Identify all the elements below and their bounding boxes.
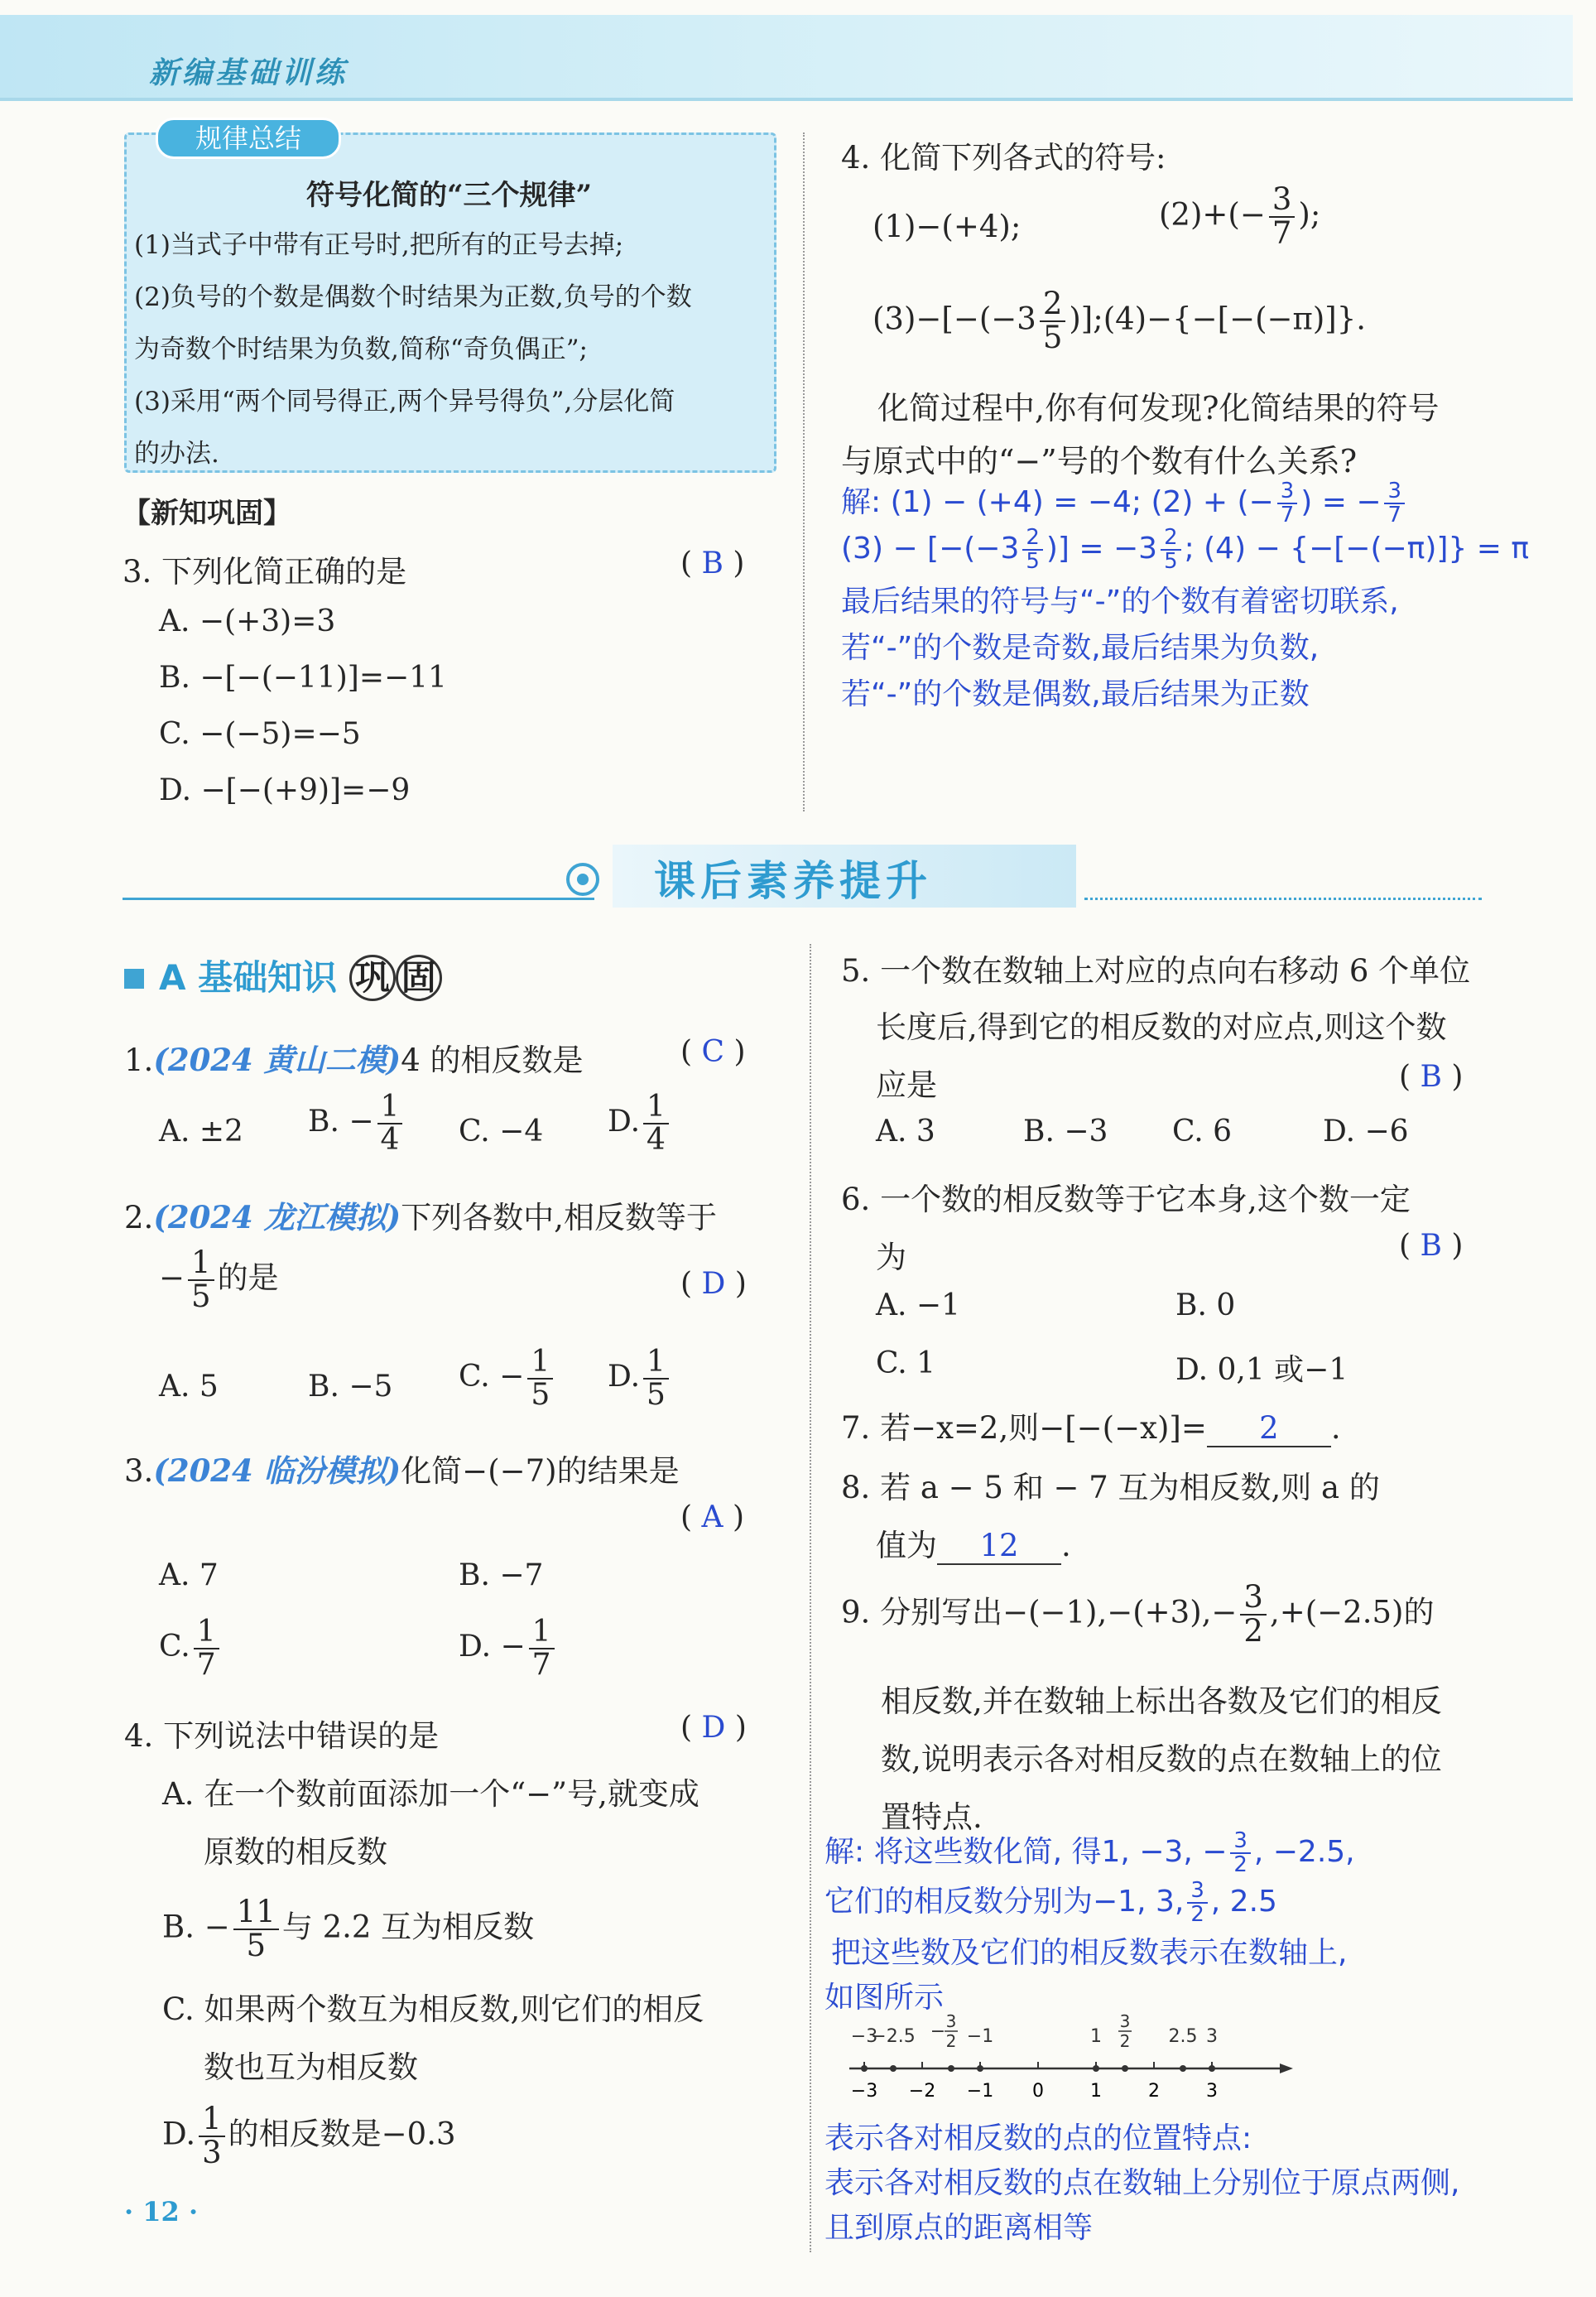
number-line-arrow xyxy=(1280,2063,1293,2073)
number-line-tick-label: −2 xyxy=(908,2081,936,2102)
q7-end: . xyxy=(1330,1410,1341,1446)
section-banner-title: 课后素养提升 xyxy=(654,857,932,905)
q5-option-b: B. −3 xyxy=(1023,1115,1108,1148)
q9-l1b: ,+(−2.5)的 xyxy=(1269,1594,1435,1630)
number-line-tick-label: 2 xyxy=(1148,2081,1160,2102)
a-q3-answer: A xyxy=(701,1500,723,1534)
s9-1a: 解: 将这些数化简, 得1, −3, − xyxy=(824,1835,1228,1869)
sol2-num2: 2 xyxy=(1161,527,1180,551)
sol1-num: 3 xyxy=(1277,480,1297,504)
q6-option-c: C. 1 xyxy=(876,1346,936,1380)
number-line-point xyxy=(948,2065,954,2072)
a-q2-answer-bracket: ( D ) xyxy=(680,1267,747,1301)
rule-line-2: (2)负号的个数是偶数个时结果为正数,负号的个数 xyxy=(134,282,692,312)
a-q1-optb-den: 4 xyxy=(380,1122,400,1157)
a-q2-optc-frac xyxy=(527,1346,553,1411)
number-line-point xyxy=(1209,2065,1215,2072)
a-q4-optb-den: 5 xyxy=(246,1927,267,1963)
q4-right-part2 xyxy=(1159,181,1321,251)
part-a-icon xyxy=(124,969,144,989)
a-q1-num: 1. xyxy=(124,1043,154,1078)
q6-line-2: 为 xyxy=(876,1240,906,1275)
a-q4-answer: D xyxy=(701,1711,726,1745)
a-q2-num: 2. xyxy=(124,1200,154,1235)
q9-l1a: 9. 分别写出−(−1),−(+3),− xyxy=(841,1594,1238,1630)
a-q2-num-d: 5 xyxy=(191,1278,211,1314)
sol1-den: 7 xyxy=(1280,503,1295,527)
q5-answer-bracket: ( B ) xyxy=(1399,1060,1464,1094)
rule-box-tag xyxy=(156,118,341,159)
number-line-point-label: 1 xyxy=(1090,2026,1102,2047)
a-q3-optd-num: 1 xyxy=(529,1616,555,1649)
number-line-frac-sign: − xyxy=(930,2021,946,2042)
a-q4-option-b xyxy=(162,1896,534,1962)
a-q2-option-d xyxy=(608,1346,672,1411)
sol2-b: )] = −3 xyxy=(1046,532,1158,566)
a-q1-stem xyxy=(124,1035,584,1080)
a-q3-option-c xyxy=(159,1616,223,1681)
a-q4-optd-suffix: 的相反数是−0.3 xyxy=(228,2116,456,2152)
q9-solution-3: 把这些数及它们的相反数表示在数轴上, xyxy=(831,1936,1348,1970)
q4-solution-line-3: 最后结果的符号与“-”的个数有着密切联系, xyxy=(841,585,1399,619)
a-q2-minus: − xyxy=(159,1259,185,1296)
q4-right-part1: (1)−(+4); xyxy=(873,209,1022,244)
q4-p3-prefix: (3)−[−(−3 xyxy=(873,301,1036,337)
q4-right-part3 xyxy=(873,288,1366,354)
a-q4-option-a-line1: A. 在一个数前面添加一个“−”号,就变成 xyxy=(162,1776,699,1812)
a-q2-source: (2024 龙江模拟) xyxy=(153,1199,401,1235)
a-q2-num-n: 1 xyxy=(188,1247,214,1281)
a-q3-answer-bracket: ( A ) xyxy=(680,1500,744,1534)
a-q2-optc-num: 1 xyxy=(527,1346,553,1380)
number-line-point xyxy=(1093,2065,1099,2072)
sol1-frac2 xyxy=(1384,480,1404,527)
a-q1-optd-frac xyxy=(643,1091,669,1156)
a-q2-option-c xyxy=(459,1346,556,1411)
sol2-den2: 5 xyxy=(1164,549,1178,575)
rule-line-1: (1)当式子中带有正号时,把所有的正号去掉; xyxy=(134,230,624,260)
q9-num: 3 xyxy=(1240,1582,1267,1616)
sol1-num2: 3 xyxy=(1384,480,1404,504)
s9-1d: 2 xyxy=(1233,1852,1247,1877)
a-q1-option-c: C. −4 xyxy=(459,1115,544,1148)
q9-line-4: 置特点. xyxy=(881,1799,983,1835)
number-line-tick-label: 0 xyxy=(1032,2081,1044,2102)
number-line-tick-label: −3 xyxy=(850,2081,878,2102)
a-q3-optc-den: 7 xyxy=(196,1647,216,1682)
q9-line-3: 数,说明表示各对相反数的点在数轴上的位 xyxy=(881,1741,1442,1777)
q9-frac xyxy=(1240,1579,1267,1649)
a-q2-optc-den: 5 xyxy=(531,1377,550,1412)
consolidate-q3-option-c: C. −(−5)=−5 xyxy=(159,717,361,751)
q5-line-3: 应是 xyxy=(876,1067,937,1103)
q4-p2-num: 3 xyxy=(1269,184,1296,218)
q9-solution-2 xyxy=(824,1878,1277,1926)
consolidate-q3-stem: 3. 下列化简正确的是 xyxy=(123,554,407,590)
number-line-point xyxy=(977,2065,983,2072)
q5-option-a: A. 3 xyxy=(876,1115,935,1148)
a-q3-optd-text: D. − xyxy=(459,1629,526,1664)
q4-right-stem: 4. 化简下列各式的符号: xyxy=(841,140,1166,176)
a-q3-option-b: B. −7 xyxy=(459,1558,544,1592)
part-a-title-circle-1: 巩 xyxy=(349,955,396,1001)
part-a-title-main: A 基础知识 xyxy=(159,957,338,998)
q9-den: 2 xyxy=(1243,1612,1263,1649)
a-q4-optb-suffix: 与 2.2 互为相反数 xyxy=(281,1909,535,1945)
a-q4-optb-num: 11 xyxy=(233,1896,279,1930)
q4-p3-suffix: )];(4)−{−[−(−π)]}. xyxy=(1069,301,1367,337)
a-q3-text: 化简−(−7)的结果是 xyxy=(401,1453,680,1489)
number-line-tick-label: −1 xyxy=(966,2081,994,2102)
part-a-title xyxy=(159,951,442,1001)
number-line-point-label: −2.5 xyxy=(871,2026,916,2047)
q8-line-1: 8. 若 a − 5 和 − 7 互为相反数,则 a 的 xyxy=(841,1470,1380,1505)
consolidate-q3-option-d: D. −[−(+9)]=−9 xyxy=(159,773,411,807)
q5-answer: B xyxy=(1420,1060,1442,1094)
q4-p3-den: 5 xyxy=(1042,319,1063,355)
a-q4-optd-frac xyxy=(199,2103,225,2169)
a-q4-answer-bracket: ( D ) xyxy=(680,1711,747,1745)
number-line-frac-num: 3 xyxy=(1119,2012,1131,2031)
a-q4-option-c-line1: C. 如果两个数互为相反数,则它们的相反 xyxy=(162,1991,704,2027)
a-q4-option-d xyxy=(162,2103,456,2169)
a-q2-optc-text: C. − xyxy=(459,1359,525,1394)
a-q3-optd-frac xyxy=(529,1616,555,1681)
a-q2-text: 下列各数中,相反数等于 xyxy=(401,1200,717,1235)
a-q3-option-a: A. 7 xyxy=(159,1558,219,1592)
page-number: · 12 · xyxy=(124,2196,199,2227)
a-q1-option-d xyxy=(608,1091,672,1156)
s9-1n: 3 xyxy=(1230,1830,1250,1854)
a-q2-optd-frac xyxy=(643,1346,669,1411)
a-q1-optb-frac xyxy=(377,1091,403,1156)
q7-answer-blank: 2 xyxy=(1207,1410,1331,1447)
rule-box-tag-text: 规律总结 xyxy=(195,123,301,154)
q9-solution-4: 如图所示 xyxy=(824,1981,945,2015)
a-q2-suffix: 的是 xyxy=(217,1259,279,1296)
q8-stem: 值为 xyxy=(876,1528,937,1563)
a-q1-text: 4 的相反数是 xyxy=(401,1043,584,1078)
a-q3-option-d xyxy=(459,1616,558,1681)
a-q2-frac xyxy=(188,1247,214,1313)
q6-answer: B xyxy=(1420,1229,1442,1263)
s9-2n: 3 xyxy=(1187,1880,1207,1904)
q9-line-2: 相反数,并在数轴上标出各数及它们的相反 xyxy=(881,1683,1442,1719)
part-a-title-circle-2: 固 xyxy=(396,955,442,1001)
sol2-c: ; (4) − {−[−(−π)]} = π xyxy=(1184,532,1530,566)
number-line-point-label: 2.5 xyxy=(1168,2026,1198,2047)
sol1-b: ) = − xyxy=(1300,485,1382,519)
a-q2-stem-2 xyxy=(159,1247,279,1313)
rule-line-3: 为奇数个时结果为负数,简称“奇负偶正”; xyxy=(134,335,588,364)
a-q1-optd-den: 4 xyxy=(647,1122,666,1157)
a-q4-optb-frac xyxy=(233,1896,279,1962)
section-banner-rule-right xyxy=(1084,898,1482,900)
column-divider-lower xyxy=(810,944,811,2252)
consolidate-q3-option-b: B. −[−(−11)]=−11 xyxy=(159,661,447,695)
q4-p2-suffix: ); xyxy=(1298,196,1321,233)
sol2-frac xyxy=(1022,527,1042,573)
number-line-point-label: 3 xyxy=(1206,2026,1218,2047)
number-line-tick-label: 1 xyxy=(1090,2081,1102,2102)
sol2-den: 5 xyxy=(1026,549,1040,575)
q9-solution-6: 表示各对相反数的点在数轴上分别位于原点两侧, xyxy=(824,2166,1460,2200)
q4-p2-prefix: (2)+(− xyxy=(1159,196,1266,233)
q4-p3-num: 2 xyxy=(1040,288,1066,322)
a-q4-optb-prefix: B. − xyxy=(162,1909,230,1945)
a-q3-optc-frac xyxy=(194,1616,219,1681)
q5-line-1: 5. 一个数在数轴上对应的点向右移动 6 个单位 xyxy=(841,953,1471,989)
q6-answer-bracket: ( B ) xyxy=(1399,1229,1464,1263)
q9-solution-1 xyxy=(824,1828,1355,1876)
rule-line-4: (3)采用“两个同号得正,两个异号得负”,分层化简 xyxy=(134,387,675,417)
number-line-frac-den: 2 xyxy=(1119,2031,1131,2051)
a-q2-option-a: A. 5 xyxy=(159,1370,219,1404)
number-line-point xyxy=(1180,2065,1186,2072)
q6-option-b: B. 0 xyxy=(1175,1288,1236,1322)
number-line-frac-den: 2 xyxy=(945,2031,957,2051)
s9-frac2 xyxy=(1187,1877,1207,1927)
q4-p2-den: 7 xyxy=(1272,214,1292,251)
sol2-frac2 xyxy=(1161,527,1180,573)
s9-2b: , 2.5 xyxy=(1210,1885,1277,1919)
a-q3-source: (2024 临汾模拟) xyxy=(153,1452,401,1489)
sol2-a: (3) − [−(−3 xyxy=(841,532,1020,566)
q4-solution-line-2 xyxy=(841,527,1529,573)
a-q3-optc-num: 1 xyxy=(194,1616,219,1649)
a-q2-optd-num: 1 xyxy=(643,1346,669,1380)
a-q1-answer: C xyxy=(701,1035,725,1069)
q9-line-1 xyxy=(841,1579,1435,1649)
q7 xyxy=(841,1403,1341,1447)
sol1-frac xyxy=(1277,480,1297,527)
consolidate-q3-answer: B xyxy=(701,547,723,580)
a-q3-optc-text: C. xyxy=(159,1629,190,1664)
q5-option-c: C. 6 xyxy=(1172,1115,1233,1148)
s9-2a: 它们的相反数分别为−1, 3, xyxy=(824,1885,1185,1919)
q8-line-2 xyxy=(876,1520,1071,1565)
a-q1-optd-num: 1 xyxy=(643,1091,669,1124)
q8-answer-blank: 12 xyxy=(937,1528,1061,1565)
consolidate-q3-option-a: A. −(+3)=3 xyxy=(159,604,336,638)
a-q4-option-a-line2: 原数的相反数 xyxy=(204,1834,387,1870)
number-line-point xyxy=(890,2065,897,2072)
a-q3-optd-den: 7 xyxy=(531,1647,551,1682)
number-line-point xyxy=(861,2065,868,2072)
sol1-a: 解: (1) − (+4) = −4; (2) + (− xyxy=(841,485,1274,519)
q4-solution-line-4: 若“-”的个数是奇数,最后结果为负数, xyxy=(841,631,1320,665)
a-q1-optd-text: D. xyxy=(608,1104,641,1139)
number-line-point-label: −1 xyxy=(966,2026,994,2047)
a-q3-num: 3. xyxy=(124,1453,154,1489)
s9-1b: , −2.5, xyxy=(1253,1835,1355,1869)
a-q4-optd-prefix: D. xyxy=(162,2116,196,2152)
number-line-figure xyxy=(833,2012,1329,2128)
q4-right-ask-2: 与原式中的“−”号的个数有什么关系? xyxy=(841,443,1358,479)
a-q2-optd-den: 5 xyxy=(647,1377,666,1412)
s9-frac1 xyxy=(1230,1827,1250,1877)
q6-option-d: D. 0,1 或−1 xyxy=(1175,1353,1348,1387)
a-q2-answer: D xyxy=(701,1267,726,1301)
header-title: 新编基础训练 xyxy=(149,56,349,90)
q8-end: . xyxy=(1061,1528,1071,1563)
a-q1-source: (2024 黄山二模) xyxy=(153,1042,401,1078)
a-q1-optb-num: 1 xyxy=(377,1091,403,1124)
consolidate-q3-answer-bracket: ( B ) xyxy=(680,547,745,580)
rule-box-title: 符号化简的“三个规律” xyxy=(306,179,593,212)
q4-p3-fraction xyxy=(1040,288,1066,354)
q9-solution-7: 且到原点的距离相等 xyxy=(824,2211,1094,2245)
q7-stem: 7. 若−x=2,则−[−(−x)]= xyxy=(841,1410,1207,1446)
sol2-num: 2 xyxy=(1022,527,1042,551)
section-banner-rule-left xyxy=(123,898,594,900)
q5-option-d: D. −6 xyxy=(1323,1115,1409,1148)
q4-p2-fraction xyxy=(1269,181,1296,251)
a-q2-option-b: B. −5 xyxy=(308,1370,393,1404)
column-divider-upper xyxy=(803,132,805,811)
number-line-tick-label: 3 xyxy=(1206,2081,1218,2102)
a-q1-option-b xyxy=(308,1091,406,1156)
q5-line-2: 长度后,得到它的相反数的对应点,则这个数 xyxy=(876,1009,1447,1045)
consolidate-heading: 【新知巩固】 xyxy=(123,497,291,530)
a-q2-optd-text: D. xyxy=(608,1359,641,1394)
a-q1-optb-text: B. − xyxy=(308,1104,374,1139)
q4-solution-line-5: 若“-”的个数是偶数,最后结果为正数 xyxy=(841,677,1310,711)
q6-line-1: 6. 一个数的相反数等于它本身,这个数一定 xyxy=(841,1182,1411,1217)
a-q3-stem xyxy=(124,1446,680,1490)
a-q4-stem: 4. 下列说法中错误的是 xyxy=(124,1718,440,1754)
a-q4-optd-den: 3 xyxy=(202,2134,222,2170)
q4-right-ask-1: 化简过程中,你有何发现?化简结果的符号 xyxy=(877,390,1440,426)
a-q4-optd-num: 1 xyxy=(199,2103,225,2137)
q9-solution-5: 表示各对相反数的点的位置特点: xyxy=(824,2121,1252,2155)
number-line-point-label: −3 xyxy=(850,2026,878,2047)
a-q2-stem xyxy=(124,1192,717,1237)
sol1-den2: 7 xyxy=(1387,503,1401,527)
rule-line-5: 的办法. xyxy=(134,439,219,469)
a-q1-answer-bracket: ( C ) xyxy=(680,1035,746,1069)
a-q1-option-a: A. ±2 xyxy=(159,1115,243,1148)
number-line-point xyxy=(1122,2065,1128,2072)
s9-2d: 2 xyxy=(1190,1902,1204,1927)
q4-solution-line-1 xyxy=(841,479,1408,527)
a-q4-option-c-line2: 数也互为相反数 xyxy=(204,2049,418,2085)
number-line-frac-num: 3 xyxy=(945,2012,957,2031)
q6-option-a: A. −1 xyxy=(876,1288,960,1322)
target-icon xyxy=(566,863,599,896)
